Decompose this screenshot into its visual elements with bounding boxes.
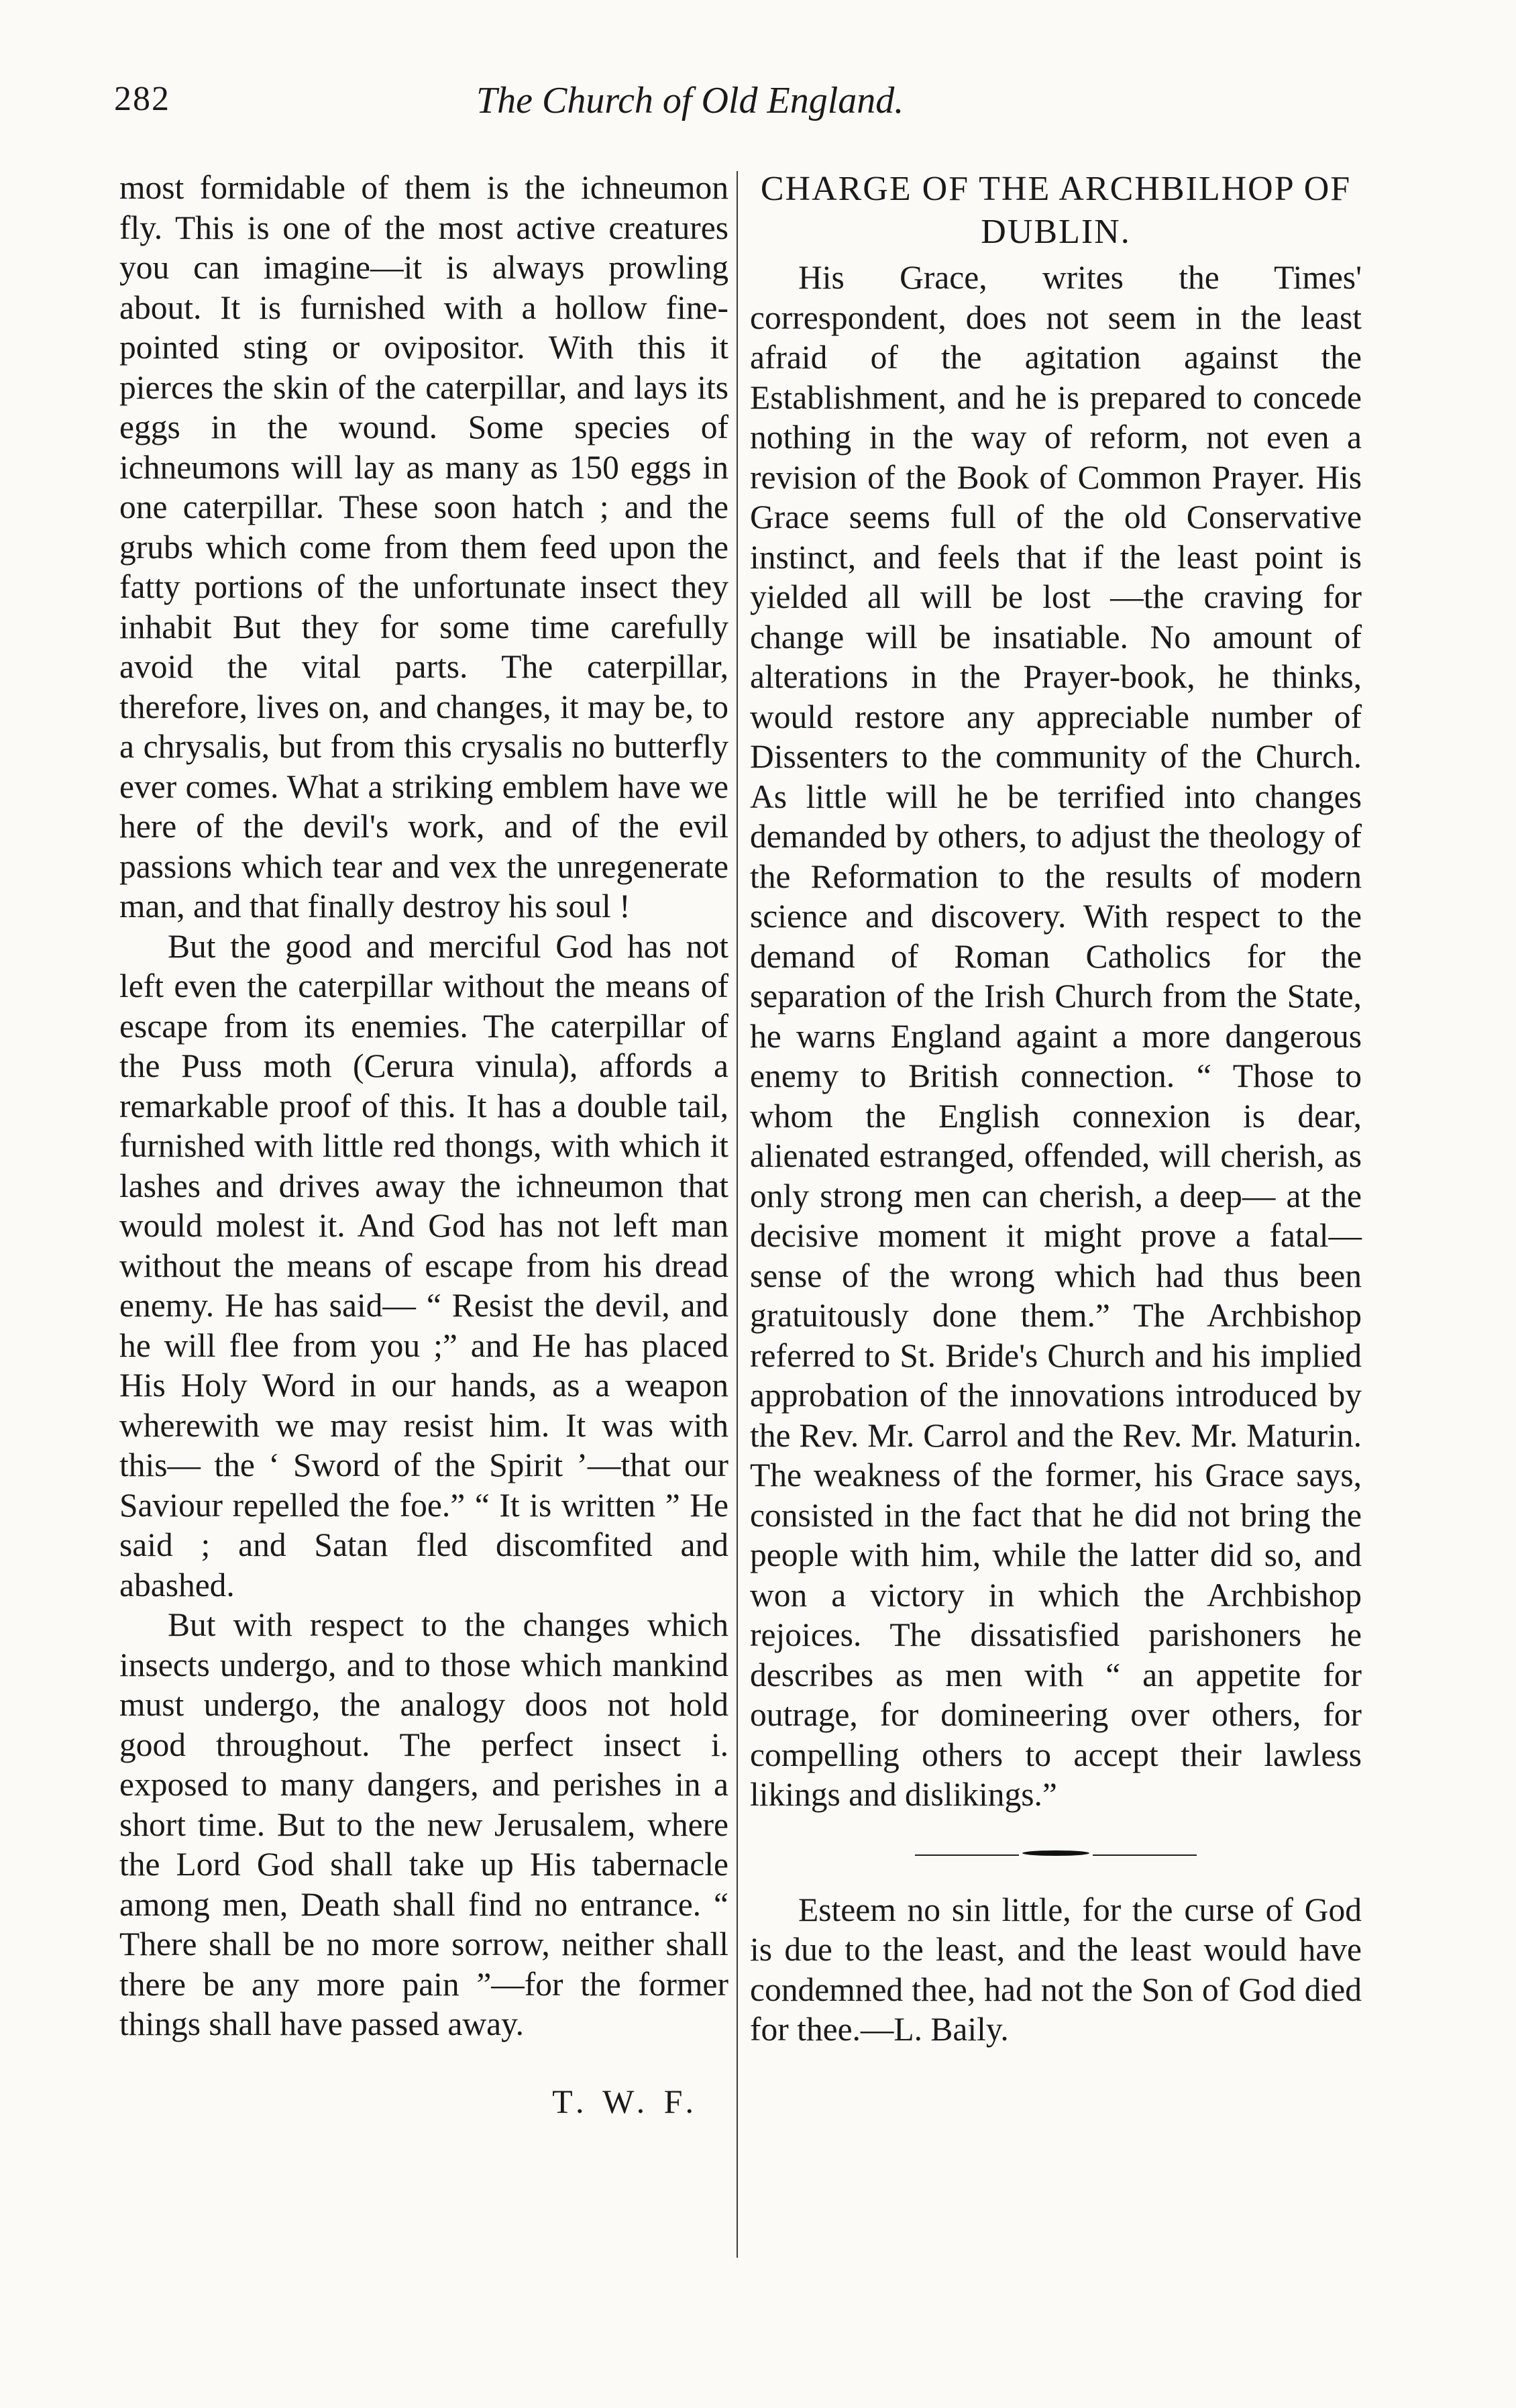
column-divider (737, 171, 738, 2258)
right-column (750, 168, 1362, 2050)
left-paragraph-2: But the good and merciful God has not left even the caterpillar without the means of escape from its enemies. The caterpillar of the Puss moth (Cerura vinula), affords a remarkable proof of this. It has a double tail, furnished with little red thongs, with which it lashes and drives away the ichneumon that would molest it. And God has not left man without the means of escape from his dread enemy. He has said— “ Resist the devil, and he will flee from you ;” and He has placed His Holy Word in our hands, as a weapon wherewith we may resist him. It was with this— the ‘ Sword of the Spirit ’—that our Saviour repelled the foe.” “ It is written ” He said ; and Satan fled discomfited and abashed. (119, 927, 728, 1604)
signature: T. W. F. (552, 2082, 699, 2120)
page-number: 282 (114, 80, 170, 118)
article-body: His Grace, writes the Times' correspondent, does not seem in the least afraid of the agitation against the Establishment, and he is prepared to concede nothing in the way of reform, not even a revision of the Book of Common Prayer. His Grace seems full of the old Conservative instinct, and feels that if the least point is yielded all will be lost —the craving for change will be insatiable. No amount of alterations in the Prayer-book, he thinks, would restore any appreciable number of Dissenters to the community of the Church. As little will he be terrified into changes demanded by others, to adjust the theology of the Reformation to the results of modern science and discovery. With respect to the demand of Roman Catholics for the separation of the Irish Church from the State, he warns England againt a more dangerous enemy to British connection. “ Those to whom the English connexion is dear, alienated estranged, offended, will cherish, as only strong men can cherish, a deep— at the decisive moment it might prove a fatal—sense of the wrong which had thus been gratuitously done them.” The Archbishop referred to St. Bride's Church and his implied approbation of the innovations introduced by the Rev. Mr. Carrol and the Rev. Mr. Maturin. The weakness of the former, his Grace says, consisted in the fact that he did not bring the people with him, while the latter did so, and won a victory in which the Archbishop rejoices. The dissatisfied parishoners he describes as men with “ an appetite for outrage, for domineering over others, for compelling others to accept their lawless likings and dislikings.” (750, 259, 1362, 1813)
ornamental-divider (915, 1852, 1197, 1858)
running-head (114, 79, 1375, 133)
left-paragraph-3: But with respect to the changes which insects undergo, and to those which mankind must undergo, the analogy doos not hold good throughout. The perfect insect i. exposed to many dangers, and perishes in a short time. But to the new Jerusalem, where the Lord God shall take up His tabernacle among men, Death shall find no entrance. “ There shall be no more sorrow, neither shall there be any more pain ”—for the former things shall have passed away. (119, 1606, 728, 2042)
left-paragraph-1: most formidable of them is the ichneumon fly. This is one of the most active creatures you can imagine—it is always prowling about. It is furnished with a hollow fine-pointed sting or ovipositor. With this it pierces the skin of the caterpillar, and lays its eggs in the wound. Some species of ichneumons will lay as many as 150 eggs in one caterpillar. These soon hatch ; and the grubs which come from them feed upon the fatty portions of the unfortunate insect they inhabit But they for some time carefully avoid the vital parts. The caterpillar, therefore, lives on, and changes, it may be, to a chrysalis, but from this crysalis no butterfly ever comes. What a striking emblem have we here of the devil's work, and of the evil passions which tear and vex the unregenerate man, and that finally destroy his soul ! (119, 169, 728, 925)
article-heading: CHARGE OF THE ARCHBILHOP OF DUBLIN. (760, 170, 1352, 251)
journal-title: The Church of Old England. (476, 80, 904, 121)
left-column (119, 168, 728, 2122)
closing-quote: Esteem no sin little, for the curse of God is due to the least, and the least would have condemned thee, had not the Son of God died for thee.—L. Baily. (750, 1891, 1362, 2048)
